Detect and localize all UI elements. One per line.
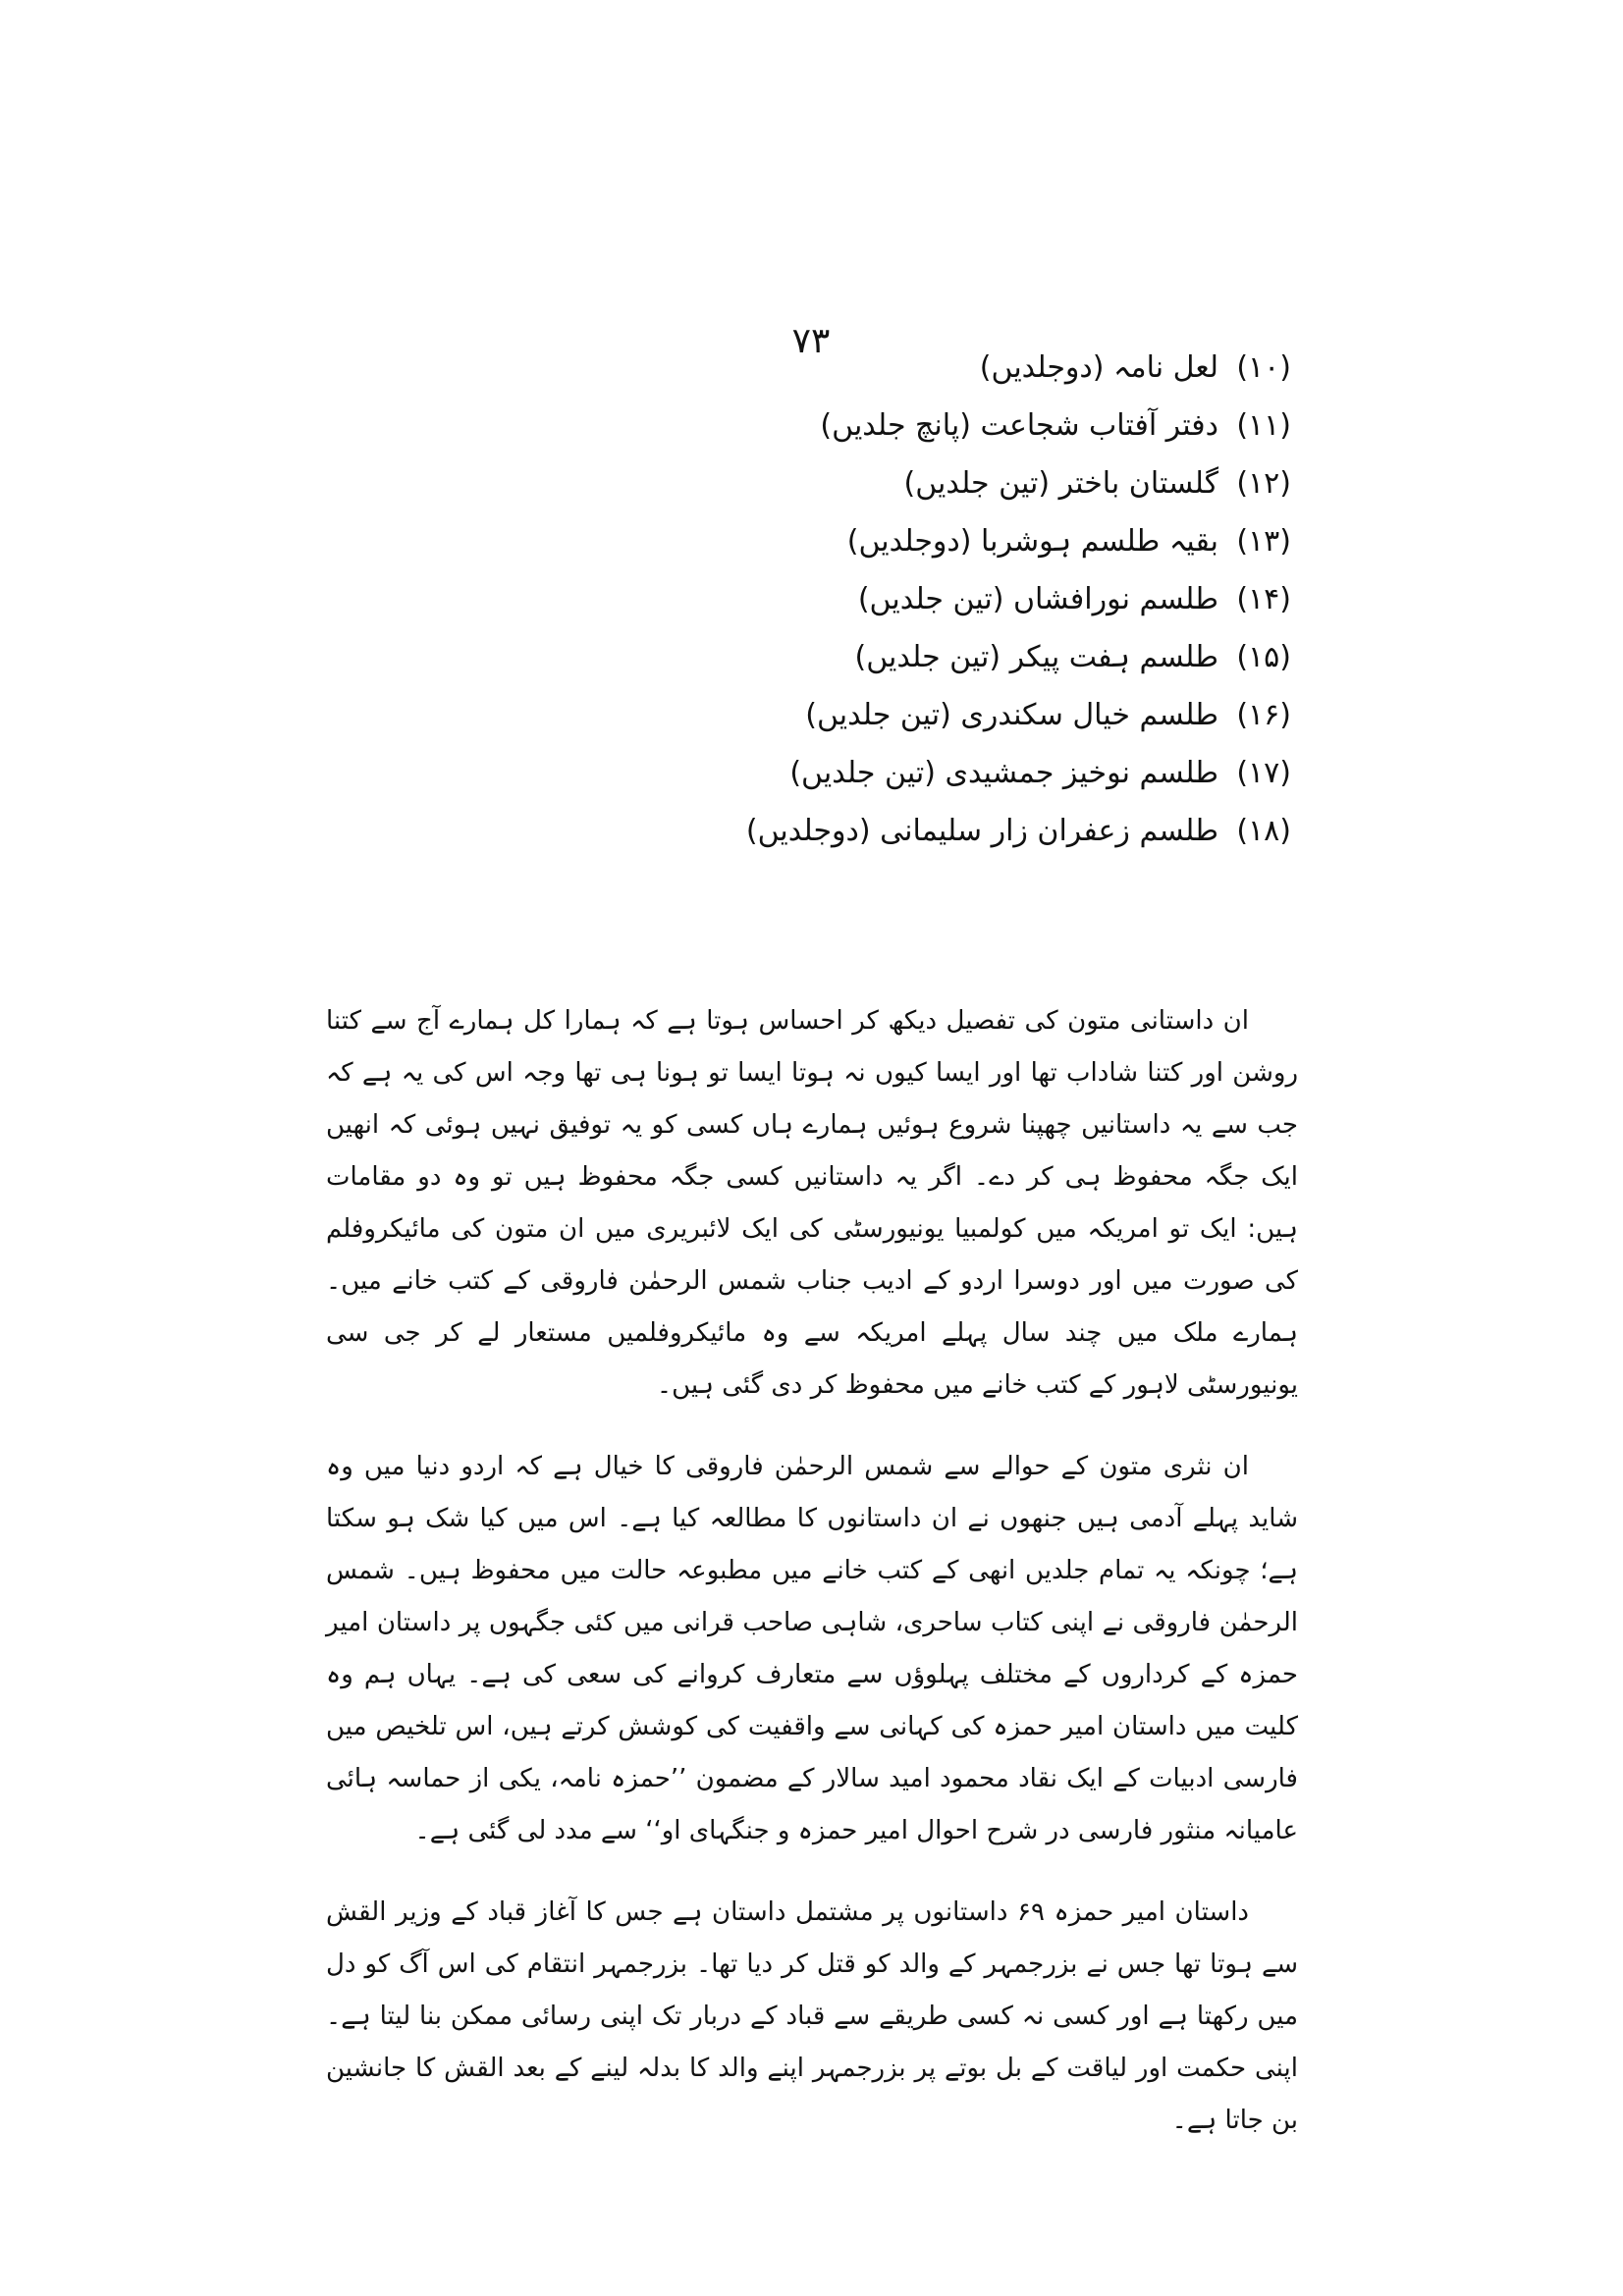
page-number: ۷۳ <box>791 321 831 361</box>
list-item-number: (۱۷) <box>1236 756 1291 790</box>
body-text <box>326 995 1298 2176</box>
list-item-title: طلسم زعفران زار سلیمانی (دوجلدیں) <box>745 814 1218 848</box>
list-item <box>682 628 1291 686</box>
paragraph-farooqi-study: ان نثری متون کے حوالے سے شمس الرحمٰن فاروقی کا خیال ہے کہ اردو دنیا میں وہ شاید پہلے آدمی ہیں جنھوں نے ان داستانوں کا مطالعہ کیا ہے۔ اس میں کیا شک ہو سکتا ہے؛ چونکہ یہ تمام جلدیں انھی کے کتب خانے میں مطبوعہ حالت میں محفوظ ہیں۔ شمس الرحمٰن فاروقی نے اپنی کتاب ساحری، شاہی صاحب قرانی میں کئی جگہوں پر داستان امیر حمزہ کے کرداروں کے مختلف پہلوؤں سے متعارف کروانے کی سعی کی ہے۔ یہاں ہم وہ کلیت میں داستان امیر حمزہ کی کہانی سے واقفیت کی کوشش کرتے ہیں، اس تلخیص میں فارسی ادبیات کے ایک نقاد محمود امید سالار کے مضمون ’’حمزہ نامہ، یکی از حماسہ ہائی عامیانہ منثور فارسی در شرح احوال امیر حمزہ و جنگہای او‘‘ سے مدد لی گئی ہے۔ <box>326 1452 1298 1845</box>
list-item <box>682 802 1291 860</box>
list-item-title: طلسم خیال سکندری (تین جلدیں) <box>805 698 1218 732</box>
list-item-number: (۱۱) <box>1236 408 1291 443</box>
list-item-title: طلسم ہفت پیکر (تین جلدیں) <box>854 640 1218 674</box>
list-item-title: طلسم نوخیز جمشیدی (تین جلدیں) <box>789 756 1218 790</box>
list-item-number: (۱۶) <box>1236 698 1291 732</box>
list-item-title: بقیہ طلسم ہوشربا (دوجلدیں) <box>846 524 1218 559</box>
list-item <box>682 339 1291 397</box>
volume-list <box>682 339 1291 860</box>
list-item <box>682 744 1291 802</box>
list-item-title: لعل نامہ (دوجلدیں) <box>979 350 1218 385</box>
list-item <box>682 570 1291 628</box>
list-item-number: (۱۵) <box>1236 640 1291 674</box>
list-item <box>682 397 1291 454</box>
list-item-number: (۱۳) <box>1236 524 1291 559</box>
list-item-number: (۱۴) <box>1236 582 1291 616</box>
list-item-number: (۱۲) <box>1236 466 1291 501</box>
list-item <box>682 512 1291 570</box>
list-item-title: گلستان باختر (تین جلدیں) <box>903 466 1218 501</box>
paragraph-manuscript-preservation: ان داستانی متون کی تفصیل دیکھ کر احساس ہوتا ہے کہ ہمارا کل ہمارے آج سے کتنا روشن اور کتنا شاداب تھا اور ایسا کیوں نہ ہوتا ایسا تو ہونا ہی تھا وجہ اس کی یہ ہے کہ جب سے یہ داستانیں چھپنا شروع ہوئیں ہمارے ہاں کسی کو یہ توفیق نہیں ہوئی کہ انھیں ایک جگہ محفوظ ہی کر دے۔ اگر یہ داستانیں کسی جگہ محفوظ ہیں تو وہ دو مقامات ہیں: ایک تو امریکہ میں کولمبیا یونیورسٹی کی ایک لائبریری میں ان متون کی مائیکروفلم کی صورت میں اور دوسرا اردو کے ادیب جناب شمس الرحمٰن فاروقی کے کتب خانے میں۔ ہمارے ملک میں چند سال پہلے امریکہ سے وہ مائیکروفلمیں مستعار لے کر جی سی یونیورسٹی لاہور کے کتب خانے میں محفوظ کر دی گئی ہیں۔ <box>326 1006 1298 1400</box>
paragraph-story-summary: داستان امیر حمزہ ۶۹ داستانوں پر مشتمل داستان ہے جس کا آغاز قباد کے وزیر القش سے ہوتا تھا جس نے بزرجمہر کے والد کو قتل کر دیا تھا۔ بزرجمہر انتقام کی اس آگ کو دل میں رکھتا ہے اور کسی نہ کسی طریقے سے قباد کے دربار تک اپنی رسائی ممکن بنا لیتا ہے۔ اپنی حکمت اور لیاقت کے بل بوتے پر بزرجمہر اپنے والد کا بدلہ لینے کے بعد القش کا جانشین بن جاتا ہے۔ <box>326 1897 1298 2135</box>
list-item-title: دفتر آفتاب شجاعت (پانچ جلدیں) <box>820 408 1218 443</box>
list-item-title: طلسم نورافشاں (تین جلدیں) <box>857 582 1218 616</box>
list-item-number: (۱۸) <box>1236 814 1291 848</box>
list-item <box>682 454 1291 512</box>
list-item-number: (۱۰) <box>1236 350 1291 385</box>
list-item <box>682 686 1291 744</box>
